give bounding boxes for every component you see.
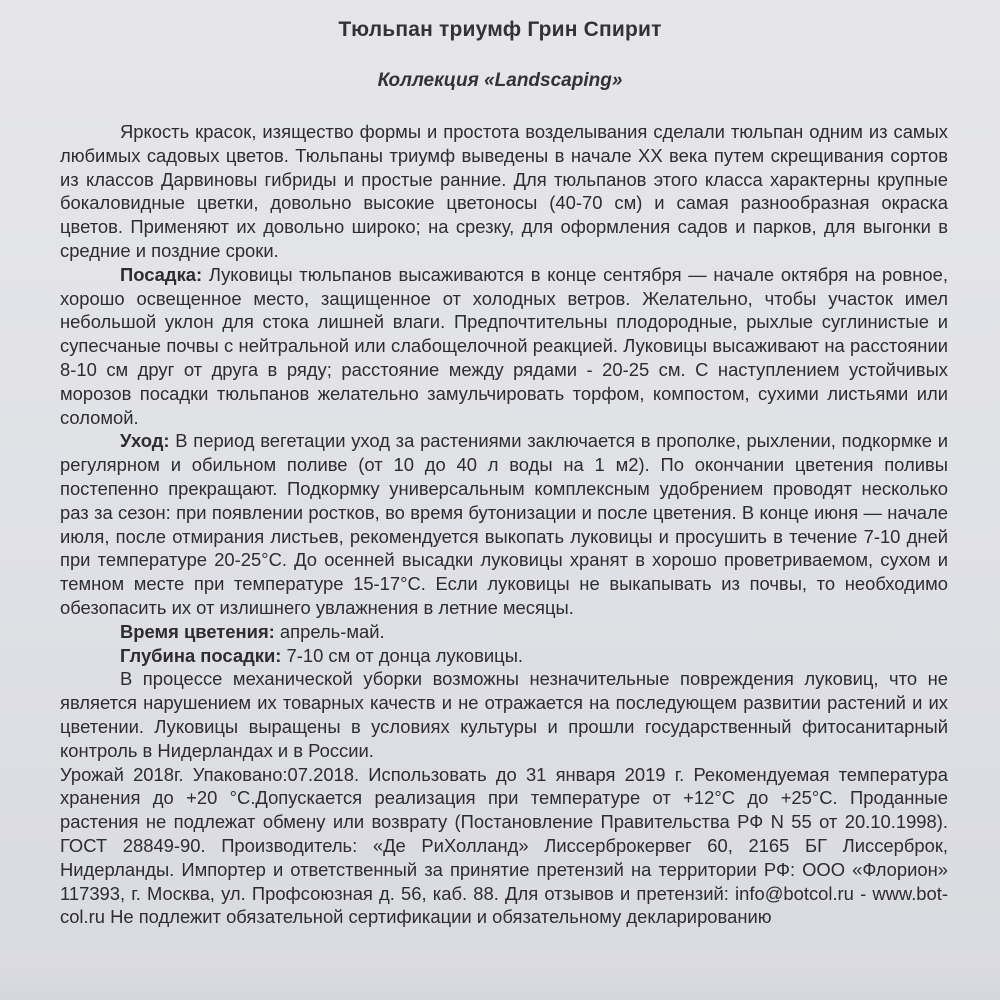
planting-text: Луковицы тюльпанов высаживаются в конце сентября — начале октября на ровное, хорошо освещенное место, защищенное от холодных ветров. Желательно, чтобы участок имел небольшой уклон для стока лишней влаги. Предпочтительны плодородные, рыхлые суглинистые и супесчаные почвы с нейтральной или слабощелочной реакцией. Луковицы высаживают на расстоянии 8-10 см друг от друга в ряду; расстояние между рядами - 20-25 см. С наступлением устойчивых морозов посадки тюльпанов желательно замульчировать торфом, компостом, сухими листьями или соломой. — [60, 263, 948, 428]
bloom-time-value: апрель-май. — [274, 620, 385, 642]
planting-depth-value: 7-10 см от донца луковицы. — [281, 644, 524, 666]
care-paragraph — [60, 429, 948, 619]
planting-depth-line — [60, 644, 948, 668]
planting-paragraph — [60, 263, 948, 430]
damage-notice-paragraph: В процессе механической уборки возможны незначительные повреждения луковиц, что не является нарушением их товарных качеств и не отражается на последующем развитии растений и их цветении. Луковицы выращены в условиях культуры и прошли государственный фитосанитарный контроль в Нидерландах и в России. — [60, 668, 948, 761]
collection-subtitle: Коллекция «Landscaping» — [377, 70, 623, 91]
bloom-time-label: Время цветения: — [120, 620, 275, 642]
page-title: Тюльпан триумф Грин Спирит — [338, 18, 662, 41]
legal-info-paragraph: Урожай 2018г. Упаковано:07.2018. Использовать до 31 января 2019 г. Рекомендуемая температура хранения до +20 °С.Допускается реализация при температуре от +12°С до +25°С. Проданные растения не подлежат обмену или возврату (Постановление Правительства РФ N 55 от 20.10.1998). ГОСТ 28849-90. Производитель: «Де РиХолланд» Лиссерброкервег 60, 2165 БГ Лиссерброк, Нидерланды. Импортер и ответственный за принятие претензий на территории РФ: ООО «Флорион» 117393, г. Москва, ул. Профсоюзная д. 56, каб. 88. Для отзывов и претензий: info@botcol.ru - www.bot-col.ru Не подлежит обязательной сертификации и обязательному декларированию — [60, 763, 948, 928]
intro-paragraph: Яркость красок, изящество формы и простота возделывания сделали тюльпан одним из самых любимых садовых цветов. Тюльпаны триумф выведены в начале XX века путем скрещивания сортов из классов Дарвиновы гибриды и простые ранние. Для тюльпанов этого класса характерны крупные бокаловидные цветки, довольно высокие цветоносы (40-70 см) и самая разнообразная окраска цветов. Применяют их довольно широко; на срезку, для оформления садов и парков, для выгонки в средние и поздние сроки. — [60, 121, 948, 261]
planting-label: Посадка: — [120, 263, 203, 285]
description-body — [60, 120, 948, 929]
planting-depth-label: Глубина посадки: — [120, 644, 282, 666]
bloom-time-line — [60, 620, 948, 644]
bottom-edge-fade — [0, 978, 1000, 1000]
care-label: Уход: — [120, 430, 170, 452]
care-text: В период вегетации уход за растениями заключается в прополке, рыхлении, подкормке и регулярном и обильном поливе (от 10 до 40 л воды на 1 м2). По окончании цветения поливы постепенно прекращают. Подкормку универсальным комплексным удобрением проводят несколько раз за сезон: при появлении ростков, во время бутонизации и после цветения. В конце июня — начале июля, после отмирания листьев, рекомендуется выкопать луковицы и просушить в течение 7-10 дней при температуре 20-25°С. До осенней высадки луковицы хранят в хорошо проветриваемом, сухом и темном месте при температуре 15-17°С. Если луковицы не выкапывать из почвы, то необходимо обезопасить их от излишнего увлажнения в летние месяцы. — [60, 430, 948, 618]
